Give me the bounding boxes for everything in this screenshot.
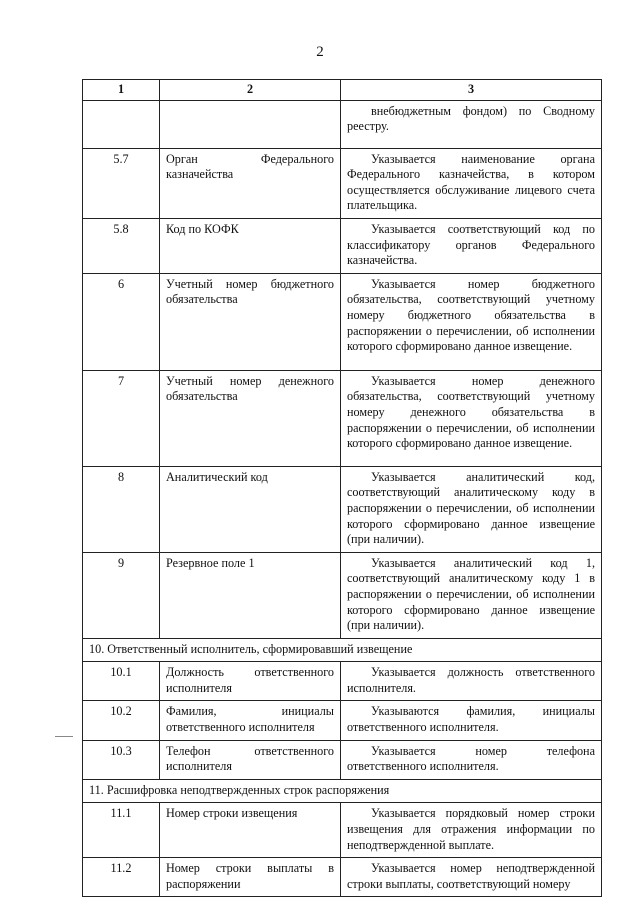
row-number: 9 [83, 552, 160, 638]
field-name: Учетный номер денежного обязательства [160, 370, 341, 466]
field-name: Орган Федерального казначейства [160, 148, 341, 218]
field-description: Указывается наименование органа Федерального казначейства, в котором осуществляется обслуживание лицевого счета плательщика. [341, 148, 602, 218]
row-number: 5.7 [83, 148, 160, 218]
row-number: 7 [83, 370, 160, 466]
field-description: Указываются фамилия, инициалы ответственного исполнителя. [341, 701, 602, 740]
table-row [83, 740, 602, 779]
section-11-title: 11. Расшифровка неподтвержденных строк распоряжения [83, 779, 602, 803]
column-header-1: 1 [83, 80, 160, 101]
field-name: Фамилия, инициалы ответственного исполнителя [160, 701, 341, 740]
table-row [83, 370, 602, 466]
field-description: Указывается аналитический код 1, соответствующий аналитическому коду 1 в распоряжении о перечислении, об исполнении которого сформировано данное извещение (при наличии). [341, 552, 602, 638]
section-11-header-row [83, 779, 602, 803]
field-name: Номер строки извещения [160, 803, 341, 858]
table-row [83, 218, 602, 273]
row-number: 10.3 [83, 740, 160, 779]
row-number: 6 [83, 273, 160, 370]
table-row [83, 552, 602, 638]
column-header-3: 3 [341, 80, 602, 101]
column-header-2: 2 [160, 80, 341, 101]
margin-mark [55, 736, 73, 737]
row-number: 11.1 [83, 803, 160, 858]
field-description: Указывается номер денежного обязательства, соответствующий учетному номеру денежного обязательства в распоряжении о перечислении, об исполнении которого сформировано данное извещение. [341, 370, 602, 466]
row-number [83, 100, 160, 148]
document-table [82, 79, 602, 897]
field-name [160, 100, 341, 148]
table-row [83, 273, 602, 370]
table-row [83, 466, 602, 552]
table-row [83, 100, 602, 148]
table-row [83, 803, 602, 858]
table-header-row [83, 80, 602, 101]
table-row [83, 148, 602, 218]
field-description: внебюджетным фондом) по Сводному реестру. [341, 100, 602, 148]
field-name: Резервное поле 1 [160, 552, 341, 638]
field-name: Должность ответственного исполнителя [160, 662, 341, 701]
field-name: Аналитический код [160, 466, 341, 552]
section-10-header-row [83, 638, 602, 662]
field-description: Указывается аналитический код, соответствующий аналитическому коду в распоряжении о перечислении, об исполнении которого сформировано данное извещение (при наличии). [341, 466, 602, 552]
page-number: 2 [316, 44, 324, 60]
row-number: 5.8 [83, 218, 160, 273]
field-description: Указывается номер телефона ответственного исполнителя. [341, 740, 602, 779]
row-number: 10.2 [83, 701, 160, 740]
table-row [83, 662, 602, 701]
table-row [83, 701, 602, 740]
field-name: Код по КОФК [160, 218, 341, 273]
row-number: 11.2 [83, 858, 160, 897]
field-name: Учетный номер бюджетного обязательства [160, 273, 341, 370]
field-description: Указывается должность ответственного исполнителя. [341, 662, 602, 701]
field-name: Телефон ответственного исполнителя [160, 740, 341, 779]
table-row [83, 858, 602, 897]
row-number: 10.1 [83, 662, 160, 701]
field-description: Указывается соответствующий код по классификатору органов Федерального казначейства. [341, 218, 602, 273]
field-description: Указывается номер неподтвержденной строки выплаты, соответствующий номеру [341, 858, 602, 897]
field-name: Номер строки выплаты в распоряжении [160, 858, 341, 897]
field-description: Указывается номер бюджетного обязательства, соответствующий учетному номеру бюджетного обязательства в распоряжении о перечислении, об исполнении которого сформировано данное извещение. [341, 273, 602, 370]
field-description: Указывается порядковый номер строки извещения для отражения информации по неподтвержденной выплате. [341, 803, 602, 858]
row-number: 8 [83, 466, 160, 552]
section-10-title: 10. Ответственный исполнитель, сформировавший извещение [83, 638, 602, 662]
